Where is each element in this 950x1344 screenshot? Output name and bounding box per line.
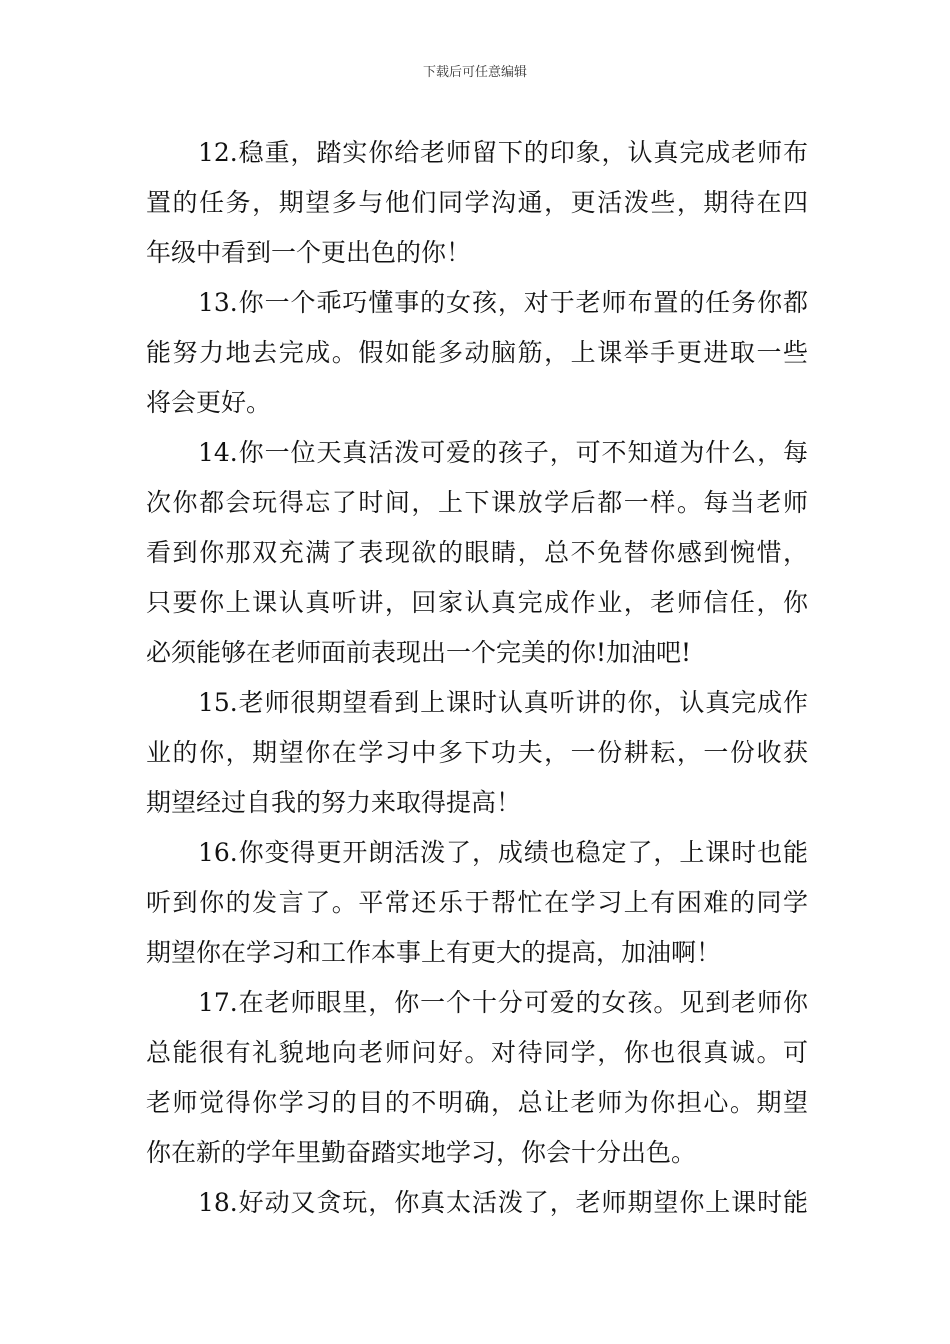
paragraph-line: 总能很有礼貌地向老师问好。对待同学，你也很真诚。可 bbox=[146, 1038, 808, 1067]
paragraph-line: 15.老师很期望看到上课时认真听讲的你，认真完成作 bbox=[198, 688, 808, 717]
paragraph-line: 必须能够在老师面前表现出一个完美的你!加油吧! bbox=[146, 638, 692, 667]
paragraph-line: 期望经过自我的努力来取得提高！ bbox=[146, 788, 522, 817]
paragraph-line: 能努力地去完成。假如能多动脑筋，上课举手更进取一些 bbox=[146, 338, 808, 367]
paragraph-line: 17.在老师眼里，你一个十分可爱的女孩。见到老师你 bbox=[198, 988, 808, 1017]
paragraph-line: 只要你上课认真听讲，回家认真完成作业，老师信任，你 bbox=[146, 588, 808, 617]
paragraph bbox=[146, 128, 808, 278]
paragraph bbox=[146, 828, 808, 978]
paragraph-line: 你在新的学年里勤奋踏实地学习，你会十分出色。 bbox=[146, 1138, 697, 1167]
document-body bbox=[146, 128, 808, 1228]
paragraph bbox=[146, 1178, 808, 1228]
paragraph bbox=[146, 278, 808, 428]
paragraph-line: 期望你在学习和工作本事上有更大的提高，加油啊！ bbox=[146, 938, 722, 967]
paragraph-line: 置的任务，期望多与他们同学沟通，更活泼些，期待在四 bbox=[146, 188, 808, 217]
paragraph-line: 老师觉得你学习的目的不明确，总让老师为你担心。期望 bbox=[146, 1088, 808, 1117]
paragraph-line: 年级中看到一个更出色的你！ bbox=[146, 238, 472, 267]
paragraph bbox=[146, 678, 808, 828]
paragraph bbox=[146, 428, 808, 678]
page-header: 下载后可任意编辑 bbox=[422, 65, 527, 80]
paragraph-line: 次你都会玩得忘了时间，上下课放学后都一样。每当老师 bbox=[146, 488, 808, 517]
paragraph-line: 16.你变得更开朗活泼了，成绩也稳定了，上课时也能 bbox=[198, 838, 808, 867]
paragraph-line: 看到你那双充满了表现欲的眼睛，总不免替你感到惋惜， bbox=[146, 538, 808, 567]
paragraph-line: 听到你的发言了。平常还乐于帮忙在学习上有困难的同学 bbox=[146, 888, 808, 917]
paragraph-line: 将会更好。 bbox=[146, 388, 272, 417]
paragraph bbox=[146, 978, 808, 1178]
paragraph-line: 18.好动又贪玩，你真太活泼了，老师期望你上课时能 bbox=[198, 1188, 808, 1217]
paragraph-line: 业的你，期望你在学习中多下功夫，一份耕耘，一份收获 bbox=[146, 738, 808, 767]
paragraph-line: 12.稳重，踏实你给老师留下的印象，认真完成老师布 bbox=[198, 138, 808, 167]
paragraph-line: 14.你一位天真活泼可爱的孩子，可不知道为什么，每 bbox=[198, 438, 808, 467]
paragraph-line: 13.你一个乖巧懂事的女孩，对于老师布置的任务你都 bbox=[198, 288, 808, 317]
